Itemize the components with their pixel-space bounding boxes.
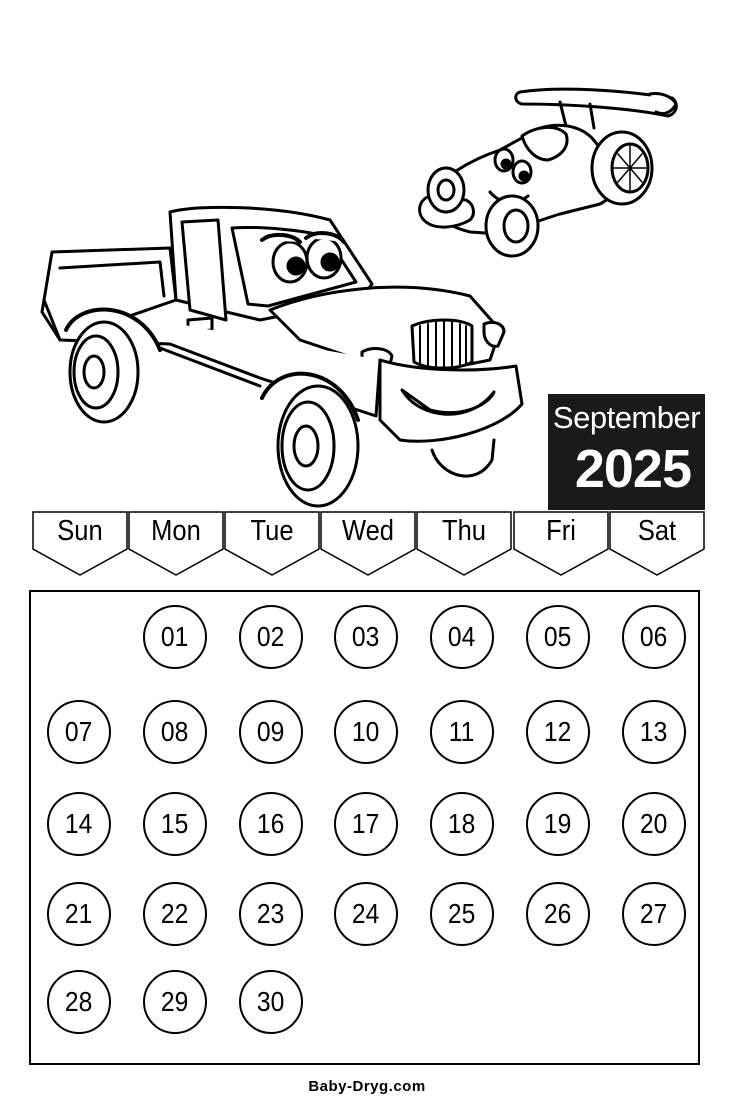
day-number: 27 xyxy=(640,898,668,929)
day-number: 26 xyxy=(544,898,572,929)
weekday-label: Tue xyxy=(250,515,294,547)
weekday-wed xyxy=(320,511,416,577)
day-number: 10 xyxy=(352,716,380,747)
day-circle xyxy=(239,970,303,1034)
day-circle xyxy=(334,605,398,669)
calendar-grid xyxy=(29,590,700,1065)
day-number: 30 xyxy=(257,986,285,1017)
day-number: 16 xyxy=(257,808,285,839)
day-circle xyxy=(143,882,207,946)
day-circle xyxy=(430,700,494,764)
day-number: 07 xyxy=(65,716,93,747)
day-number: 05 xyxy=(544,621,572,652)
day-number: 08 xyxy=(161,716,189,747)
day-number: 22 xyxy=(161,898,189,929)
day-circle xyxy=(526,700,590,764)
weekday-tue xyxy=(224,511,320,577)
day-circle xyxy=(430,605,494,669)
day-number: 14 xyxy=(65,808,93,839)
day-number: 03 xyxy=(352,621,380,652)
weekday-label: Fri xyxy=(545,515,576,547)
day-circle xyxy=(239,792,303,856)
day-circle xyxy=(143,792,207,856)
day-circle xyxy=(622,605,686,669)
day-number: 09 xyxy=(257,716,285,747)
day-number: 18 xyxy=(448,808,476,839)
day-circle xyxy=(622,700,686,764)
day-number: 11 xyxy=(449,716,475,747)
day-number: 23 xyxy=(257,898,285,929)
day-circle xyxy=(143,700,207,764)
day-number: 12 xyxy=(544,716,572,747)
day-number: 29 xyxy=(161,986,189,1017)
day-circle xyxy=(334,882,398,946)
month-title: September xyxy=(552,400,701,435)
weekday-header xyxy=(32,511,705,577)
weekday-sun xyxy=(32,511,128,577)
day-number: 02 xyxy=(257,621,285,652)
day-circle xyxy=(143,605,207,669)
weekday-label: Mon xyxy=(151,515,201,547)
year-title: 2025 xyxy=(574,439,691,499)
day-circle xyxy=(47,970,111,1034)
day-circle xyxy=(47,792,111,856)
day-number: 04 xyxy=(448,621,476,652)
pickup-truck-icon xyxy=(42,207,522,506)
day-circle xyxy=(622,792,686,856)
weekday-sat xyxy=(609,511,705,577)
day-number: 06 xyxy=(640,621,668,652)
day-number: 21 xyxy=(65,898,93,929)
day-circle xyxy=(47,882,111,946)
weekday-fri xyxy=(513,511,609,577)
weekday-label: Sun xyxy=(57,515,103,547)
weekday-thu xyxy=(416,511,512,577)
day-circle xyxy=(143,970,207,1034)
weekday-mon xyxy=(128,511,224,577)
day-circle xyxy=(239,605,303,669)
day-circle xyxy=(430,882,494,946)
day-circle xyxy=(622,882,686,946)
day-circle xyxy=(47,700,111,764)
day-circle xyxy=(239,882,303,946)
day-circle xyxy=(334,792,398,856)
day-number: 19 xyxy=(544,808,572,839)
day-number: 28 xyxy=(65,986,93,1017)
weekday-label: Wed xyxy=(342,515,395,547)
day-number: 17 xyxy=(352,808,380,839)
day-number: 20 xyxy=(640,808,668,839)
day-number: 24 xyxy=(352,898,380,929)
weekday-label: Thu xyxy=(442,515,487,547)
day-circle xyxy=(526,792,590,856)
day-circle xyxy=(239,700,303,764)
day-circle xyxy=(334,700,398,764)
day-circle xyxy=(526,882,590,946)
site-watermark: Baby-Dryg.com xyxy=(308,1078,426,1095)
day-circle xyxy=(526,605,590,669)
race-car-icon xyxy=(420,89,677,256)
day-number: 25 xyxy=(448,898,476,929)
day-number: 01 xyxy=(161,621,189,652)
day-number: 15 xyxy=(161,808,189,839)
day-circle xyxy=(430,792,494,856)
weekday-label: Sat xyxy=(637,515,676,547)
month-year-badge xyxy=(548,394,705,510)
day-number: 13 xyxy=(640,716,668,747)
